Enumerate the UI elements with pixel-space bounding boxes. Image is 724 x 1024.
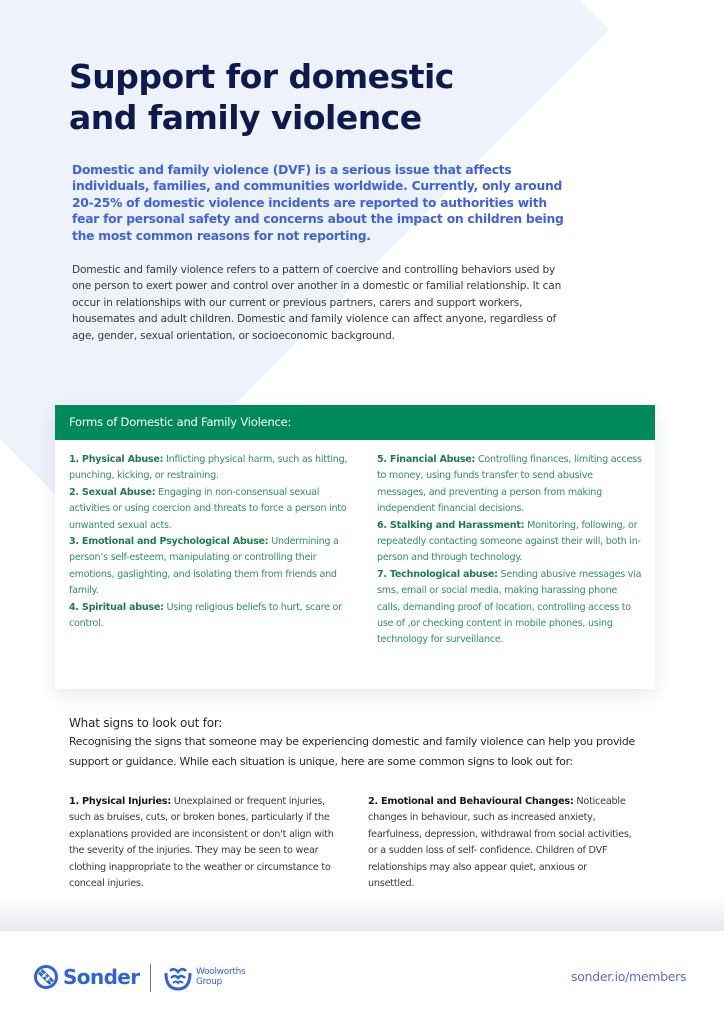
form-item-financial-abuse bbox=[377, 452, 642, 518]
form-item-stalking bbox=[377, 518, 642, 567]
form-item-physical-abuse bbox=[69, 452, 354, 485]
members-link[interactable]: sonder.io/members bbox=[571, 969, 687, 984]
forms-columns bbox=[55, 440, 655, 649]
sign-item-behavioural-changes bbox=[368, 794, 633, 892]
woolworths-word-line1: Woolworths bbox=[196, 967, 246, 977]
signs-columns bbox=[69, 794, 633, 892]
footer-divider-fade bbox=[0, 895, 724, 931]
form-item-spiritual-abuse bbox=[69, 600, 354, 633]
sign-item-text: Noticeable changes in behaviour, such as increased anxiety, fearfulness, depression, withdrawal from social activities, or a sudden loss of self- confidence. Children of DVF relationships may also appear quiet, anxious or unsettled. bbox=[368, 796, 632, 890]
signs-intro: Recognising the signs that someone may be experiencing domestic and family violence can help you provide support or guidance. While each situation is unique, here are some common signs to look out for: bbox=[69, 735, 635, 768]
lead-paragraph: Domestic and family violence (DVF) is a serious issue that affects individuals, families, and communities worldwide. Currently, only around 20-25% of domestic violence incidents are reported to authorities with fear for personal safety and concerns about the impact on children being the most common reasons for not reporting. bbox=[72, 163, 564, 243]
page-title: Support for domestic and family violence bbox=[69, 57, 454, 137]
woolworths-wordmark bbox=[196, 967, 245, 987]
woolworths-logo-icon bbox=[163, 963, 193, 991]
forms-card-header: Forms of Domestic and Family Violence: bbox=[55, 405, 655, 440]
sign-item-label: 2. Emotional and Behavioural Changes: bbox=[368, 796, 574, 807]
form-item-text: Monitoring, following, or repeatedly contacting someone against their will, both in-person and through technology. bbox=[377, 519, 641, 564]
woolworths-word-line2: Group bbox=[196, 977, 222, 987]
form-item-text: Engaging in non-consensual sexual activities or using coercion and threats to force a person into unwanted sexual acts. bbox=[69, 486, 347, 531]
sign-item-physical-injuries bbox=[69, 794, 344, 892]
forms-column-right bbox=[377, 452, 642, 649]
forms-of-violence-card bbox=[55, 405, 655, 689]
form-item-label: 2. Sexual Abuse: bbox=[69, 486, 156, 498]
signs-heading: What signs to look out for: bbox=[69, 716, 223, 730]
form-item-text: Undermining a person’s self-esteem, manipulating or controlling their emotions, gaslighting, and isolating them from friends and family. bbox=[69, 536, 339, 597]
sonder-logo bbox=[34, 965, 140, 989]
form-item-sexual-abuse bbox=[69, 485, 354, 534]
sonder-wordmark: Sonder bbox=[63, 965, 140, 989]
form-item-label: 5. Financial Abuse: bbox=[377, 454, 476, 465]
forms-column-left bbox=[69, 452, 354, 649]
form-item-label: 7. Technological abuse: bbox=[377, 568, 498, 580]
intro-paragraph: Domestic and family violence refers to a pattern of coercive and controlling behaviors used by one person to exert power and control over another in a domestic or familial relationship. It can occur in relationships with our current or previous partners, carers and support workers, housemates and adult children. Domestic and family violence can affect anyone, regardless of age, gender, sexual orientation, or socioeconomic background. bbox=[72, 264, 562, 342]
form-item-emotional-abuse bbox=[69, 534, 354, 600]
form-item-text: Using religious beliefs to hurt, scare or control. bbox=[69, 601, 342, 630]
logo-divider bbox=[150, 964, 151, 992]
form-item-label: 1. Physical Abuse: bbox=[69, 454, 164, 465]
sign-item-text: Unexplained or frequent injuries, such as bruises, cuts, or broken bones, particularly if the explanations provided are inconsistent or don't align with the severity of the injuries. They may be seen to wear clothing inappropriate to the weather or circumstance to conceal injuries. bbox=[69, 796, 334, 890]
form-item-technological-abuse bbox=[377, 567, 642, 649]
form-item-text: Sending abusive messages via sms, email or social media, making harassing phone calls, demanding proof of location, controlling access to use of ,or checking content in mobile phones, using technology for surveillance. bbox=[377, 568, 642, 646]
sonder-logo-icon bbox=[34, 965, 58, 989]
form-item-label: 6. Stalking and Harassment: bbox=[377, 519, 525, 531]
sign-item-label: 1. Physical Injuries: bbox=[69, 796, 171, 807]
form-item-text: Controlling finances, limiting access to money, using funds transfer to send abusive messages, and preventing a person from making independent financial decisions. bbox=[377, 454, 642, 515]
form-item-label: 4. Spiritual abuse: bbox=[69, 601, 164, 613]
woolworths-group-logo bbox=[163, 963, 245, 991]
form-item-label: 3. Emotional and Psychological Abuse: bbox=[69, 536, 269, 548]
form-item-text: Inflicting physical harm, such as hitting, punching, kicking, or restraining. bbox=[69, 454, 348, 482]
